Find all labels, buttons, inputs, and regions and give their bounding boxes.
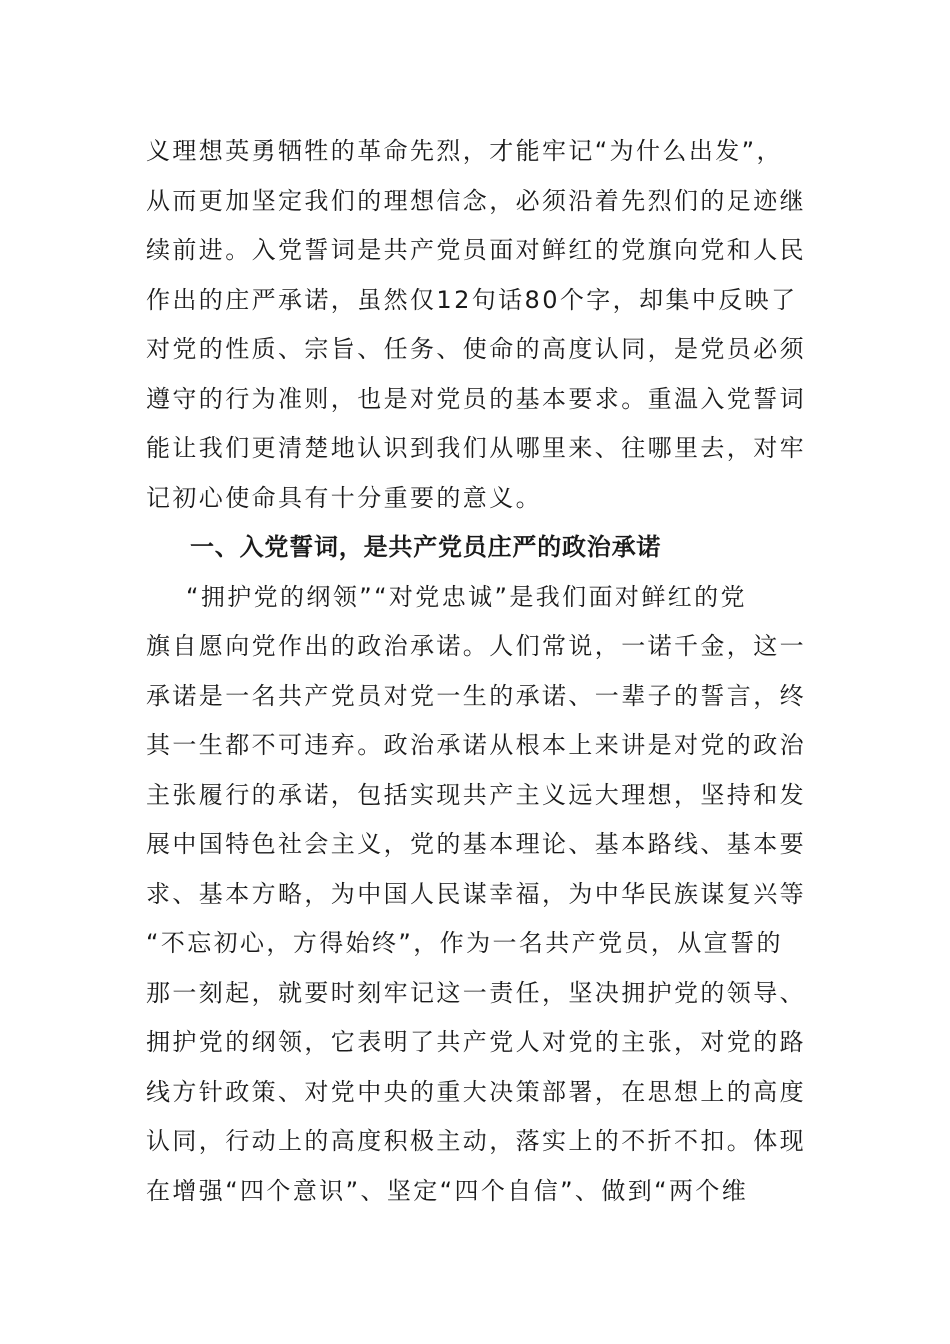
text-line: 在增强“四个意识”、坚定“四个自信”、做到“两个维: [146, 1176, 749, 1205]
text-line: 续前进。入党誓词是共产党员面对鲜红的党旗向党和人民: [146, 236, 806, 264]
text-line: “不忘初心，方得始终”，作为一名共产党员，从宣誓的: [146, 929, 783, 957]
text-line: 遵守的行为准则，也是对党员的基本要求。重温入党誓词: [146, 384, 806, 413]
paragraph-political-commitment: [146, 573, 806, 1217]
text-line: 能让我们更清楚地认识到我们从哪里来、往哪里去，对牢: [146, 434, 806, 462]
text-line: 那一刻起，就要时刻牢记这一责任，坚决拥护党的领导、: [146, 978, 806, 1007]
text-line: “拥护党的纲领”“对党忠诚”是我们面对鲜红的党: [186, 582, 747, 611]
document-body: [146, 127, 806, 1216]
text-line: 其一生都不可违弃。政治承诺从根本上来讲是对党的政治: [146, 731, 806, 759]
text-line: 求、基本方略，为中国人民谋幸福，为中华民族谋复兴等: [146, 879, 806, 908]
section-heading: 一、入党誓词，是共产党员庄严的政治承诺: [190, 533, 662, 561]
text-line: 认同，行动上的高度积极主动，落实上的不折不扣。体现: [146, 1127, 806, 1155]
text-line: 义理想英勇牺牲的革命先烈，才能牢记“为什么出发”，: [146, 137, 783, 165]
text-line: 旗自愿向党作出的政治承诺。人们常说，一诺千金，这一: [146, 632, 806, 660]
text-line: 作出的庄严承诺，虽然仅12句话80个字，却集中反映了: [146, 285, 798, 314]
text-line: 从而更加坚定我们的理想信念，必须沿着先烈们的足迹继: [146, 186, 806, 215]
text-line: 对党的性质、宗旨、任务、使命的高度认同，是党员必须: [146, 335, 806, 363]
text-line: 拥护党的纲领，它表明了共产党人对党的主张，对党的路: [146, 1028, 806, 1056]
text-line: 展中国特色社会主义，党的基本理论、基本路线、基本要: [146, 830, 806, 858]
text-line: 记初心使命具有十分重要的意义。: [146, 483, 542, 512]
text-line: 承诺是一名共产党员对党一生的承诺、一辈子的誓言，终: [146, 681, 806, 710]
text-line: 主张履行的承诺，包括实现共产主义远大理想，坚持和发: [146, 780, 806, 809]
paragraph-continued: [146, 127, 806, 523]
text-line: 线方针政策、对党中央的重大决策部署，在思想上的高度: [146, 1077, 806, 1106]
